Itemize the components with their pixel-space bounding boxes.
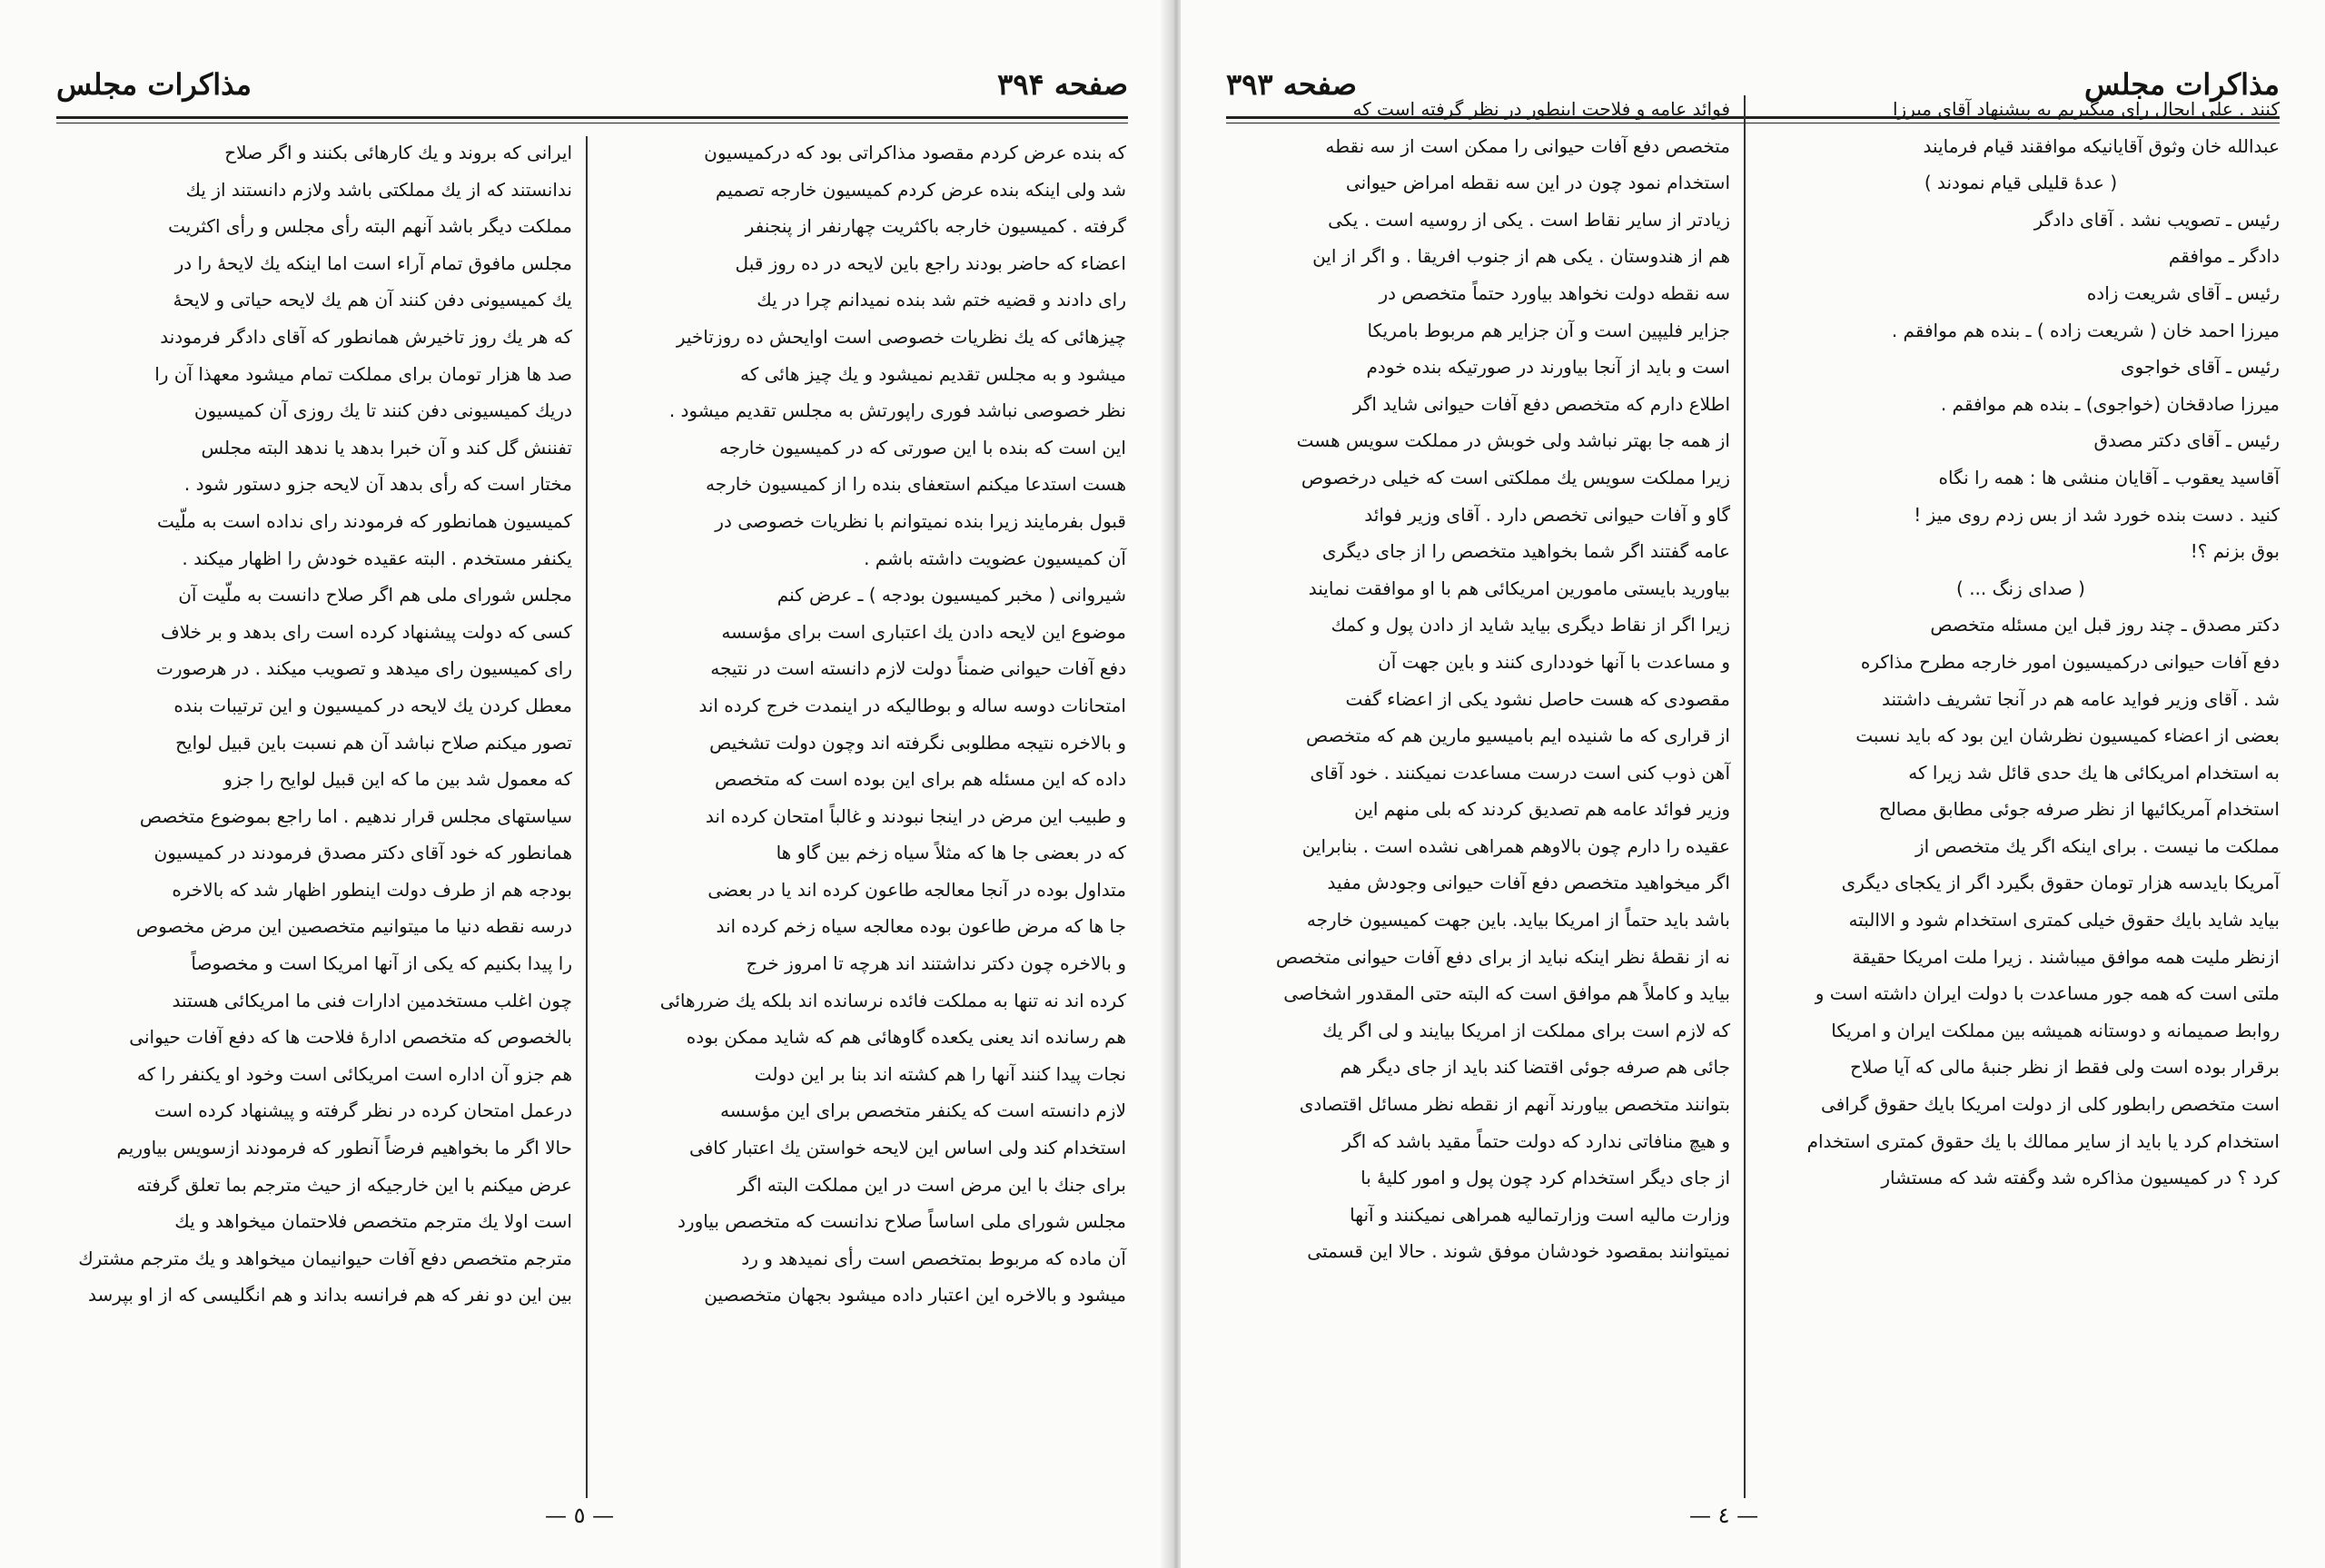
- text-line: از جاى ديگر استخدام كرد چون پول و امور كليهٔ با: [1360, 1167, 1730, 1189]
- text-line: آن كميسيون عضويت داشته باشم .: [864, 547, 1126, 569]
- text-line: راى دادند و قضيه ختم شد بنده نميدانم چرا در يك: [757, 289, 1126, 311]
- text-line: لازم دانسته است كه يكنفر متخصص براى اين مؤسسه: [720, 1100, 1126, 1122]
- text-line: ميرزا احمد خان ( شريعت زاده ) ـ بنده هم موافقم .: [1891, 319, 2280, 341]
- text-line: گرفته . كميسيون خارجه باكثريت چهارنفر از پنجنفر: [745, 215, 1126, 238]
- text-line: وزير فوائد عامه هم تصديق كردند كه بلى منهم اين: [1354, 798, 1730, 821]
- text-line: كه در بعضى جا ها كه مثلاً سياه زخم بين گاو ها: [776, 842, 1126, 864]
- text-line: زيادتر از ساير نقاط است . يكى از روسيه است . يكى: [1328, 208, 1730, 231]
- text-line: عرض ميكنم با اين خارجيكه از حيث مترجم بما تعلق گرفته: [136, 1173, 572, 1196]
- text-line: آقاسيد يعقوب ـ آقايان منشى ها : همه را نگاه: [1938, 466, 2280, 488]
- text-line: جزاير فليپين است و آن جزاير هم مربوط بامريكا: [1367, 319, 1730, 341]
- text-line: چيزهائى كه يك نظريات خصوصى است اوايحش ده روزتاخير: [676, 325, 1126, 348]
- text-line: تصور ميكنم صلاح نباشد آن هم نسبت باين قبيل لوايح: [175, 731, 572, 754]
- text-line: مملكت ديگر باشد آنهم البته رأى مجلس و رأى اكثريت: [168, 215, 572, 238]
- journal-title: مذاكرات مجلس: [56, 67, 252, 102]
- text-line: درعمل امتحان كرده در نظر گرفته و پيشنهاد كرده است: [153, 1100, 572, 1122]
- text-line: است متخصص رابطور كلى از دولت امريكا بايك حقوق گرافى: [1821, 1093, 2280, 1116]
- text-line: مجلس مافوق تمام آراء است اما اينكه يك لايحهٔ را در: [174, 251, 572, 274]
- text-line: يكنفر مستخدم . البته عقيده خودش را اظهار ميكند .: [182, 547, 572, 569]
- text-line: هم رسانده اند يعنى يكعده گاوهائى هم كه شايد ممكن بوده: [686, 1026, 1126, 1049]
- text-line: مترجم متخصص دفع آفات حيوانيمان ميخواهد و يك مترجم مشترك: [78, 1247, 572, 1269]
- page-number: — ٤ —: [1689, 1503, 1759, 1528]
- text-line: دكتر مصدق ـ چند روز قبل اين مسئله متخصص: [1930, 614, 2280, 636]
- text-line: مملكت ما نيست . براى اينكه اگر يك متخصص از: [1914, 834, 2280, 857]
- text-line: صد ها هزار تومان براى مملكت تمام ميشود معهذا آن را: [154, 362, 572, 385]
- text-line: برقرار بوده است ولى فقط از نظر جنبهٔ مالى كه آيا صلاح: [1850, 1056, 2280, 1079]
- text-line: تفننش گل كند و آن خبرا بدهد يا ندهد البته مجلس: [201, 436, 572, 459]
- text-line: كنيد . دست بنده خورد شد از بس زدم روى ميز !: [1914, 503, 2280, 526]
- text-line: آهن ذوب كنى است درست مساعدت نميكنند . خود آقاى: [1310, 761, 1730, 784]
- text-line: گاو و آفات حيوانى تخصص دارد . آقاى وزير فوائد: [1364, 503, 1730, 526]
- text-line: نميتوانند بمقصود خودشان موفق شوند . حالا اين قسمتى: [1307, 1240, 1730, 1263]
- text-line: دفع آفات حيوانى دركميسيون امور خارجه مطرح مذاكره: [1860, 650, 2280, 673]
- text-line: درسه نقطه دنيا ما ميتوانيم متخصصين اين مرض مخصوص: [135, 915, 572, 938]
- text-line: جا ها كه مرض طاعون بوده معالجه سياه زخم كرده اند: [716, 915, 1126, 938]
- journal-title: مذاكرات مجلس: [2083, 67, 2280, 102]
- text-column-left: [50, 134, 572, 1314]
- text-line: هم جزو آن اداره است امريكائى است وخود او يكنفر را كه: [136, 1062, 572, 1085]
- text-line: از همه جا بهتر نباشد ولى خوبش در مملكت سويس هست: [1296, 429, 1730, 452]
- text-line: و بالاخره چون دكتر نداشتند اند هرچه تا امروز خرج: [746, 952, 1126, 975]
- text-column-right: [1762, 91, 2280, 1197]
- page-number: — ٥ —: [545, 1503, 615, 1528]
- text-line: كه لازم است براى مملكت از امريكا بيايند و لى اگر يك: [1322, 1019, 1730, 1041]
- text-line: شيروانى ( مخبر كميسيون بودجه ) ـ عرض كنم: [777, 584, 1126, 606]
- text-line: ميرزا صادقخان (خواجوى) ـ بنده هم موافقم .: [1940, 392, 2280, 415]
- text-line: متخصص دفع آفات حيوانى را ممكن است از سه نقطه: [1325, 134, 1730, 157]
- text-line: نظر خصوصى نباشد فورى راپورتش به مجلس تقديم ميشود .: [668, 399, 1126, 422]
- text-line: است اولا يك مترجم متخصص فلاحتمان ميخواهد و يك: [174, 1210, 572, 1233]
- text-line: است و بايد از آنجا بياورند در صورتيكه بنده خودم: [1366, 356, 1730, 379]
- text-line: را پيدا بكنيم كه يكى از آنها امريكا است و مخصوصاً: [191, 952, 572, 975]
- page-label: صفحه ۳۹۴: [997, 67, 1128, 102]
- text-line: استخدام كرد يا بايد از ساير ممالك با يك حقوق كمترى استخدام: [1806, 1129, 2280, 1152]
- text-line: اين است كه بنده با اين صورتى كه در كميسيون خارجه: [719, 436, 1126, 459]
- text-line: و بالاخره نتيجه مطلوبى نگرفته اند وچون دولت تشخيص: [709, 731, 1126, 754]
- text-line: باشد بايد حتماً از امريكا بيايد. باين جهت كميسيون خارجه: [1306, 909, 1730, 932]
- text-line: عقيده را دارم چون بالاوهم همراهى نشده است . بنابراين: [1301, 834, 1730, 857]
- text-line: دفع آفات حيوانى ضمناً دولت لازم دانسته است در نتيجه: [710, 657, 1126, 680]
- text-line: كه بنده عرض كردم مقصود مذاكراتى بود كه دركميسيون: [704, 142, 1126, 163]
- text-line: كنند . على ايحال راى ميگيريم به پيشنهاد آقاى ميرزا: [1892, 98, 2280, 120]
- text-line: دادگر ـ موافقم: [2168, 245, 2280, 268]
- text-line: بتوانند متخصص بياورند آنهم از نقطه نظر مسائل اقتصادى: [1299, 1093, 1730, 1116]
- text-line: مقصودى كه هست حاصل نشود يكى از اعضاء گفت: [1345, 687, 1730, 710]
- text-line: بوق بزنم ؟!: [2190, 540, 2280, 563]
- text-line: هست استدعا ميكنم استعفاى بنده را از كميسيون خارجه: [706, 473, 1126, 496]
- text-line: و هيچ منافاتى ندارد كه دولت حتماً مقيد باشد كه اگر: [1342, 1129, 1730, 1152]
- column-divider: [1744, 95, 1746, 1498]
- text-line: داده كه اين مسئله هم براى اين بوده است كه متخصص: [715, 768, 1126, 791]
- text-line: متداول بوده در آنجا معالجه طاعون كرده اند يا در بعضى: [707, 878, 1126, 901]
- text-line: عامه گفتند اگر شما بخواهيد متخصص را از جاى ديگرى: [1321, 540, 1730, 563]
- text-line: ميشود و به مجلس تقديم نميشود و يك چيز هائى كه: [739, 362, 1126, 385]
- text-line: شد . آقاى وزير فوايد عامه هم در آنجا تشريف داشتند: [1882, 687, 2280, 710]
- text-line: سياستهاى مجلس قرار ندهيم . اما راجع بموضوع متخصص: [139, 804, 572, 827]
- page-label: صفحه ۳۹۳: [1226, 67, 1357, 102]
- text-line: مجلس شوراى ملى هم اگر صلاح دانست به ملّيت آن: [178, 584, 572, 606]
- text-line: ندانستند كه از يك مملكتى باشد ولازم دانستند از يك: [185, 178, 572, 201]
- text-line: ملتى است كه همه جور مساعدت با دولت ايران داشته است و: [1815, 982, 2280, 1005]
- text-line: حالا اگر ما بخواهيم فرضاً آنطور كه فرمودند ازسويس بياوريم: [116, 1137, 572, 1159]
- text-line: موضوع اين لايحه دادن يك اعتبارى است براى مؤسسه: [721, 620, 1126, 643]
- text-line: بين اين دو نفر كه هم فرانسه بداند و هم انگليسى كه از او بپرسد: [88, 1284, 572, 1307]
- text-line: كسى كه دولت پيشنهاد كرده است راى بدهد و بر خلاف: [160, 620, 572, 643]
- column-divider: [586, 136, 588, 1498]
- text-line: جائى هم صرفه جوئى اقتضا كند بايد از جاى ديگر هم: [1340, 1056, 1730, 1079]
- text-line: يك كميسيونى دفن كنند آن هم يك لايحه حياتى و لايحهٔ: [173, 289, 572, 311]
- text-line: كرده اند نه تنها به مملكت فائده نرسانده اند بلكه يك ضررهائى: [659, 989, 1126, 1011]
- text-line: استخدام كند ولى اساس اين لايحه خواستن يك اعتبار كافى: [688, 1137, 1126, 1159]
- text-line: كميسيون همانطور كه فرمودند راى نداده است به ملّيت: [156, 509, 572, 532]
- text-line: مختار است كه رأى بدهد آن لايحه جزو دستور شود .: [183, 473, 572, 496]
- text-line: ازنظر مليت همه موافق ميباشند . زيرا ملت امريكا حقيقة: [1852, 945, 2280, 968]
- text-line: استخدام آمريكائيها از نظر صرفه جوئى مطابق مصالح: [1878, 798, 2280, 821]
- text-line: مجلس شوراى ملى اساساً صلاح ندانست كه متخصص بياورد: [678, 1210, 1126, 1233]
- text-line: آمريكا بايدسه هزار تومان حقوق بگيرد اگر از يكجاى ديگرى: [1841, 872, 2280, 894]
- text-line: روابط صميمانه و دوستانه هميشه بين مملكت ايران و امريكا: [1831, 1019, 2280, 1041]
- text-line: نه از نقطهٔ نظر اينكه نبايد از براى دفع آفات حيوانى متخصص: [1275, 945, 1730, 968]
- running-header: [56, 53, 1128, 119]
- text-line: بياوريد بايستى مامورين امريكائى هم با او موافقت نمايند: [1308, 577, 1730, 599]
- text-line: اعضاء كه حاضر بودند راجع باين لايحه در ده روز قبل: [735, 251, 1126, 274]
- text-line: شد ولى اينكه بنده عرض كردم كميسيون خارجه تصميم: [715, 178, 1126, 201]
- text-line: زيرا اگر از نقاط ديگرى بيايد شايد از دادن پول و كمك: [1331, 614, 1730, 636]
- text-line: كرد ؟ در كميسيون مذاكره شد وگفته شد كه مستشار: [1881, 1167, 2280, 1189]
- text-line: هم از هندوستان . يكى هم از جنوب افريقا . و اگر از اين: [1312, 245, 1730, 268]
- text-line: قبول بفرمايند زيرا بنده نميتوانم با نظريات خصوصى در: [715, 509, 1126, 532]
- text-line: رئيس ـ آقاى خواجوى: [2120, 356, 2280, 379]
- text-line: بالخصوص كه متخصص ادارهٔ فلاحت ها كه دفع آفات حيوانى: [129, 1026, 572, 1049]
- text-line: رئيس ـ تصويب نشد . آقاى دادگر: [2033, 208, 2280, 231]
- text-line: رئيس ـ آقاى دكتر مصدق: [2093, 429, 2280, 452]
- right-page: [1181, 0, 2325, 1568]
- text-line: زيرا مملكت سويس يك مملكتى است كه خيلى درخصوص: [1301, 466, 1730, 488]
- text-line: اگر ميخواهيد متخصص دفع آفات حيوانى وجودش مفيد: [1327, 872, 1730, 894]
- text-line: فوائد عامه و فلاحت اينطور در نظر گرفته است كه: [1352, 98, 1730, 120]
- text-line: بيايد و كاملاً هم موافق است كه البته حتى المقدور اشخاصى: [1283, 982, 1730, 1005]
- text-line: به استخدام امريكائى ها يك حدى قائل شد زيرا كه: [1908, 761, 2280, 784]
- text-column-left: [1222, 91, 1730, 1270]
- text-line: آن ماده كه مربوط بمتخصص است رأى نميدهد و رد: [741, 1247, 1126, 1269]
- text-line: ( صداى زنگ ... ): [1956, 577, 2085, 599]
- text-line: امتحانات دوسه ساله و بوطاليكه در اينمدت خرج كرده اند: [698, 694, 1126, 716]
- text-line: رئيس ـ آقاى شريعت زاده: [2086, 281, 2280, 304]
- text-line: معطل كردن يك لايحه در كميسيون و اين ترتيبات بنده: [173, 694, 572, 716]
- text-line: اطلاع دارم كه متخصص دفع آفات حيوانى شايد اگر: [1352, 392, 1730, 415]
- text-line: وزارت ماليه است وزارتماليه همراهى نميكنند و آنها: [1350, 1203, 1730, 1226]
- text-line: بيايد شايد بايك حقوق خيلى كمترى استخدام شود و الاالبته: [1848, 909, 2280, 932]
- text-line: كه معمول شد بين ما كه اين قبيل لوايح را جزو: [223, 768, 572, 791]
- text-line: براى جنك با اين مرض است در اين مملكت البته اگر: [737, 1173, 1126, 1196]
- text-line: ايرانى كه بروند و يك كارهائى بكنند و اگر صلاح: [224, 142, 572, 163]
- text-line: و مساعدت با آنها خودداری كنند و باين جهت آن: [1378, 650, 1730, 673]
- text-line: نجات پيدا كنند آنها را هم كشته اند بنا بر اين دولت: [754, 1062, 1126, 1085]
- text-line: سه نقطه دولت نخواهد بياورد حتماً متخصص در: [1379, 281, 1730, 304]
- text-line: بودجه هم از طرف دولت اينطور اظهار شد كه بالاخره: [172, 878, 572, 901]
- text-line: و طبيب اين مرض در اينجا نبودند و غالباً امتحان كرده اند: [705, 804, 1126, 827]
- text-line: راى كميسيون راى ميدهد و تصويب ميكند . در هرصورت: [156, 657, 572, 680]
- text-line: استخدام نمود چون در اين سه نقطه امراض حيوانى: [1345, 172, 1730, 194]
- text-column-right: [599, 134, 1126, 1314]
- text-line: از قرارى كه ما شنيده ايم باميسيو مارين هم كه متخصص: [1305, 725, 1730, 747]
- text-line: چون اغلب مستخدمين ادارات فنى ما امريكائى هستند: [172, 989, 572, 1011]
- text-line: بعضى از اعضاء كميسيون نظرشان اين بود كه بايد نسبت: [1855, 725, 2280, 747]
- text-line: كه هر يك روز تاخيرش همانطور كه آقاى دادگر فرمودند: [160, 325, 572, 348]
- text-line: همانطور كه خود آقاى دكتر مصدق فرمودند در كميسيون: [153, 842, 572, 864]
- text-line: عبدالله خان وثوق آقايانيكه موافقند قيام فرمايند: [1923, 134, 2280, 157]
- text-line: دريك كميسيونى دفن كنند تا يك روزى آن كميسيون: [193, 399, 572, 422]
- text-line: ( عدهٔ قليلى قيام نمودند ): [1924, 172, 2118, 194]
- text-line: ميشود و بالاخره اين اعتبار داده ميشود بجهان متخصصين: [704, 1284, 1126, 1307]
